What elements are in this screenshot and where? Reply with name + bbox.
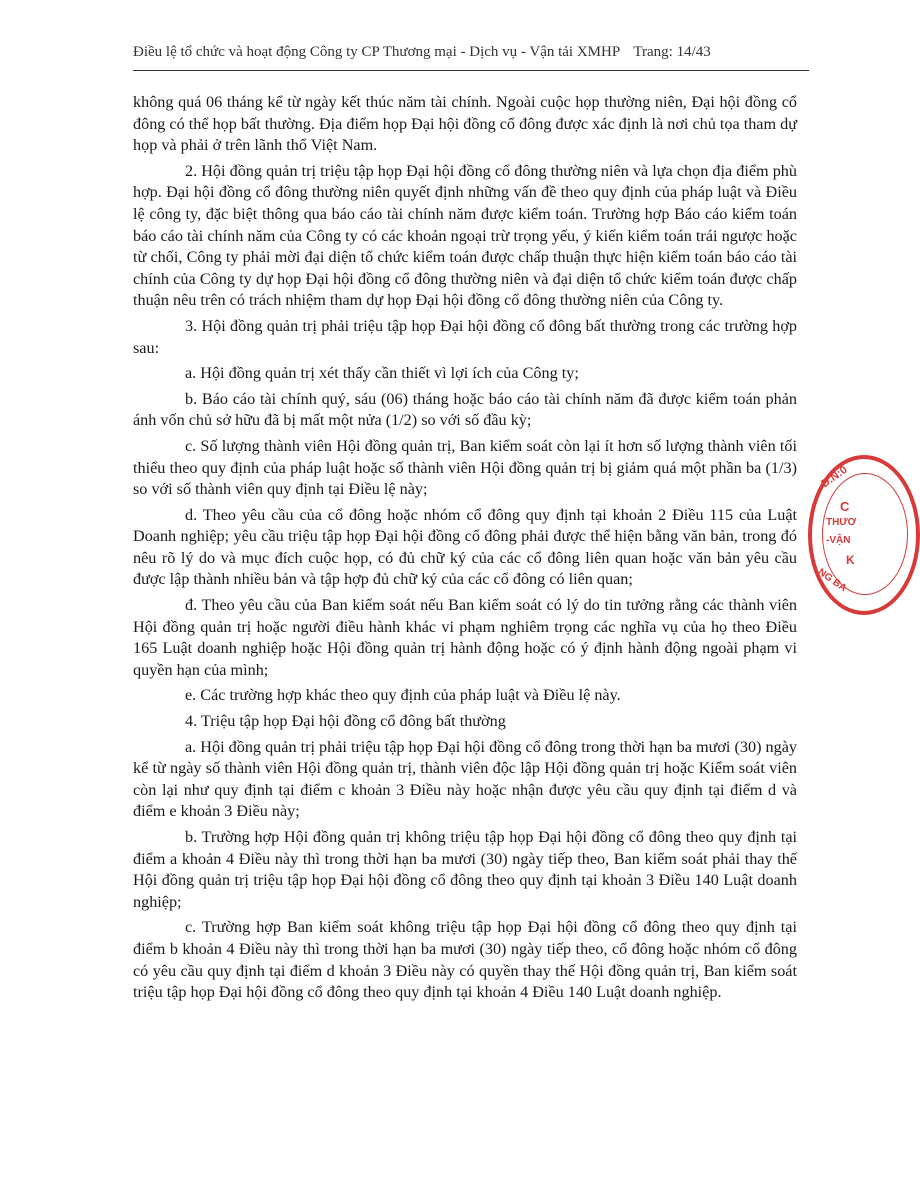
paragraph: b. Báo cáo tài chính quý, sáu (06) tháng hoặc báo cáo tài chính năm đã được kiểm toán phản ánh vốn chủ sở hữu đã bị mất một nửa (1/2) so với số đầu kỳ; [133, 389, 797, 430]
paragraph: a. Hội đồng quản trị xét thấy cần thiết vì lợi ích của Công ty; [185, 364, 579, 383]
seal-text: C [840, 499, 850, 514]
paragraph: 2. Hội đồng quản trị triệu tập họp Đại hội đồng cổ đông thường niên và lựa chọn địa điểm phù hợp. Đại hội đồng cổ đông thường niên quyết định những vấn đề theo quy định của pháp luật và Điều lệ công ty, đặc biệt thông qua báo cáo tài chính năm được kiểm toán. Trường hợp Báo cáo kiểm toán báo cáo tài chính năm của Công ty có các khoản ngoại trừ trọng yếu, ý kiến kiểm toán trái ngược hoặc từ chối, Công ty phải mời đại diện tổ chức kiểm toán được chấp thuận thực hiện kiểm toán báo cáo tài chính của Công ty dự họp Đại hội đồng cổ đông thường niên và đại diện tổ chức kiểm toán được chấp thuận nêu trên có trách nhiệm tham dự họp Đại hội đồng cổ đông thường niên của Công ty. [133, 161, 797, 310]
paragraph: a. Hội đồng quản trị phải triệu tập họp Đại hội đồng cổ đông trong thời hạn ba mươi (30) ngày kể từ ngày số thành viên Hội đồng quản trị, thành viên độc lập Hội đồng quản trị hoặc Kiểm soát viên còn lại như quy định tại điểm c khoản 3 Điều này hoặc nhận được yêu cầu quy định tại điểm d và điểm e khoản 3 Điều này; [133, 737, 797, 821]
company-seal-stamp [808, 455, 920, 615]
seal-text: THƯƠ [826, 517, 857, 528]
paragraph: c. Trường hợp Ban kiểm soát không triệu tập họp Đại hội đồng cổ đông theo quy định tại điểm b khoản 4 Điều này thì trong thời hạn ba mươi (30) ngày tiếp theo, cổ đông hoặc nhóm cổ đông có yêu cầu quy định tại điểm d khoản 3 Điều này có quyền thay thế Hội đồng quản trị, Ban kiểm soát triệu tập họp Đại hội đồng cổ đông theo quy định tại khoản 4 Điều 140 Luật doanh nghiệp. [133, 918, 797, 1002]
paragraph: c. Số lượng thành viên Hội đồng quản trị, Ban kiểm soát còn lại ít hơn số lượng thành viên tối thiểu theo quy định của pháp luật hoặc số thành viên Hội đồng quản trị bị giảm quá một phần ba (1/3) so với số thành viên quy định tại Điều lệ này; [133, 436, 797, 499]
paragraph: 4. Triệu tập họp Đại hội đồng cổ đông bất thường [185, 712, 506, 731]
seal-text: K [846, 553, 855, 567]
page-header [133, 44, 805, 61]
paragraph: d. Theo yêu cầu của cổ đông hoặc nhóm cổ đông quy định tại khoản 2 Điều 115 của Luật Doanh nghiệp; yêu cầu triệu tập họp Đại hội đồng cổ đông phải được thể hiện bằng văn bản, trong đó nêu rõ lý do và mục đích cuộc họp, có đủ chữ ký của các cổ đông liên quan hoặc văn bản yêu cầu được lập thành nhiều bản và tập hợp đủ chữ ký của các cổ đông có liên quan; [133, 505, 797, 589]
paragraph: e. Các trường hợp khác theo quy định của pháp luật và Điều lệ này. [185, 686, 621, 705]
header-divider [133, 70, 809, 71]
seal-text: NG BA [815, 566, 849, 595]
document-body [133, 92, 797, 1008]
paragraph: đ. Theo yêu cầu của Ban kiểm soát nếu Ban kiểm soát có lý do tin tưởng rằng các thành viên Hội đồng quản trị hoặc người điều hành khác vi phạm nghiêm trọng các nghĩa vụ của họ theo Điều 165 Luật doanh nghiệp hoặc Hội đồng quản trị hành động hoặc có ý định hành động ngoài phạm vi quyền hạn của mình; [133, 596, 797, 679]
document-title: Điều lệ tổ chức và hoạt động Công ty CP Thương mại - Dịch vụ - Vận tải XMHP [133, 44, 620, 60]
page-number: Trang: 14/43 [633, 44, 711, 60]
paragraph: không quá 06 tháng kể từ ngày kết thúc năm tài chính. Ngoài cuộc họp thường niên, Đại hội đồng cổ đông có thể họp bất thường. Địa điểm họp Đại hội đồng cổ đông được xác định là nơi chủ tọa tham dự họp và phải ở trên lãnh thổ Việt Nam. [133, 93, 797, 155]
seal-text: -VẬN [826, 535, 851, 546]
paragraph: 3. Hội đồng quản trị phải triệu tập họp Đại hội đồng cổ đông bất thường trong các trường hợp sau: [133, 316, 797, 357]
paragraph: b. Trường hợp Hội đồng quản trị không triệu tập họp Đại hội đồng cổ đông theo quy định tại điểm a khoản 4 Điều này thì trong thời hạn ba mươi (30) ngày tiếp theo, Ban kiểm soát phải thay thế Hội đồng quản trị triệu tập họp Đại hội đồng cổ đông theo quy định tại khoản 3 Điều 140 Luật doanh nghiệp; [133, 828, 797, 911]
seal-text: Đ.N:0 [819, 463, 850, 491]
